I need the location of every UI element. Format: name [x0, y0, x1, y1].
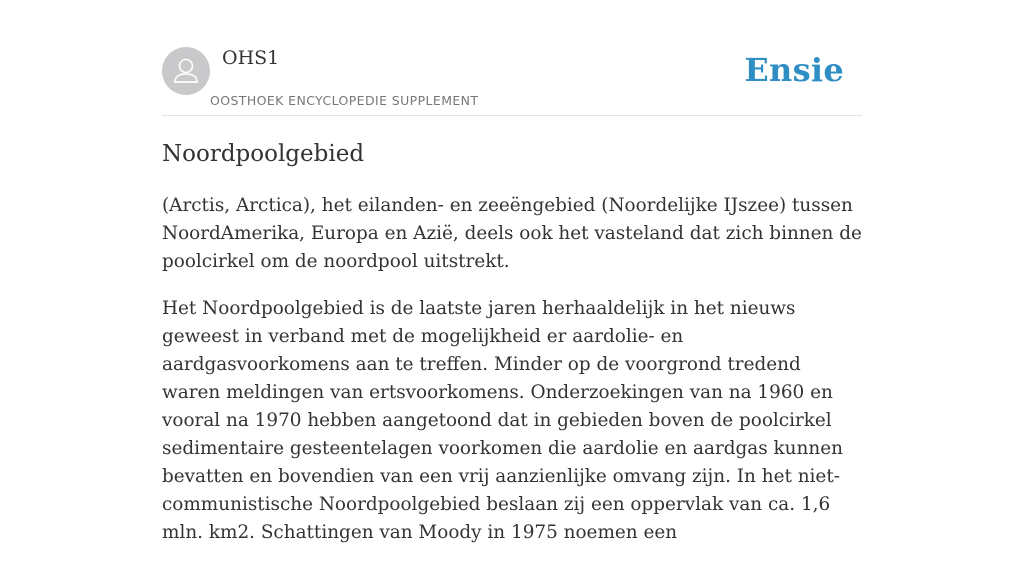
source-link[interactable]: OOSTHOEK ENCYCLOPEDIE SUPPLEMENT [210, 93, 479, 108]
author-link[interactable]: OHS1 [222, 47, 280, 69]
article-body [162, 140, 862, 566]
article-paragraph: Het Noordpoolgebied is de laatste jaren herhaaldelijk in het nieuws geweest in verband met de mogelijkheid er aardolie- en aardgasvoorkomens aan te treffen. Minder op de voorgrond tredend waren meldingen van ertsvoorkomens. Onderzoekingen van na 1960 en vooral na 1970 hebben aangetoond dat in gebieden boven de poolcirkel sedimentaire gesteentelagen voorkomen die aardolie en aardgas kunnen bevatten en bovendien van een vrij aanzienlijke omvang zijn. In het niet-communistische Noordpoolgebied beslaan zij een oppervlak van ca. 1,6 mln. km2. Schattingen van Moody in 1975 noemen een [162, 298, 843, 543]
user-avatar-icon[interactable] [162, 47, 210, 95]
article-paragraph: (Arctis, Arctica), het eilanden- en zeeëngebied (Noordelijke IJszee) tussen NoordAmerika, Europa en Azië, deels ook het vasteland dat zich binnen de poolcirkel om de noordpool uitstrekt. [162, 195, 862, 272]
article-header [162, 46, 862, 116]
brand-logo[interactable]: Ensie [744, 51, 844, 89]
article-title: Noordpoolgebied [162, 141, 365, 167]
